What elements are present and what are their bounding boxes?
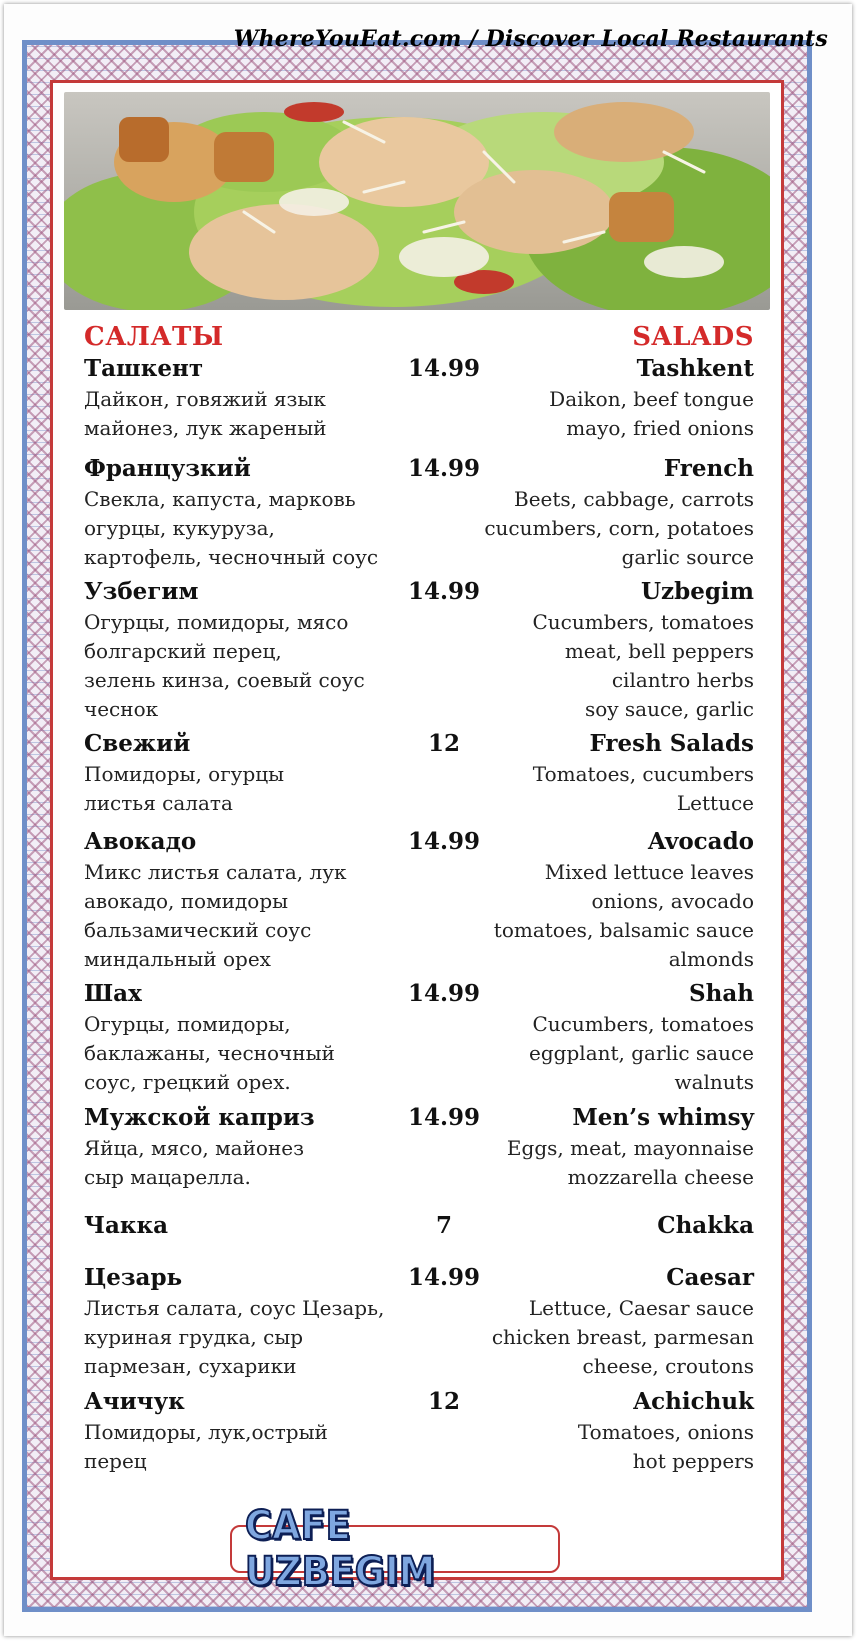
item-name-en: Tashkent (636, 355, 754, 382)
item-price: 14.99 (407, 1264, 481, 1291)
cafe-logo (230, 1503, 560, 1595)
item-desc-ru: Микс листья салата, лук авокадо, помидоры бальзамический соус миндальный орех (84, 860, 347, 971)
item-name-en: Chakka (657, 1212, 754, 1239)
item-price: 12 (427, 730, 460, 757)
item-price: 14.99 (407, 828, 481, 855)
item-name-en: Caesar (666, 1264, 754, 1291)
item-desc-en: Beets, cabbage, carrots cucumbers, corn, potatoes garlic source (484, 487, 754, 569)
item-name-en: Avocado (648, 828, 754, 855)
item-desc-en: Eggs, meat, mayonnaise mozzarella cheese (506, 1136, 754, 1189)
item-desc-ru: Листья салата, соус Цезарь, куриная грудка, сыр пармезан, сухарики (84, 1296, 385, 1378)
item-desc-ru: Дайкон, говяжий язык майонез, лук жареный (84, 387, 327, 440)
item-name-en: Shah (689, 980, 754, 1007)
item-name-ru: Узбегим (84, 578, 199, 605)
item-name-en: Men’s whimsy (572, 1104, 754, 1131)
item-name-en: French (663, 455, 754, 482)
item-name-ru: Французкий (84, 455, 251, 482)
item-name-ru: Ачичук (84, 1388, 185, 1415)
item-name-ru: Свежий (84, 730, 191, 757)
item-desc-en: Tomatoes, cucumbers Lettuce (532, 762, 754, 815)
item-desc-ru: Свекла, капуста, марковь огурцы, кукуруза, картофель, чесночный соус (84, 487, 379, 569)
item-desc-ru: Помидоры, лук,острый перец (84, 1420, 328, 1473)
item-desc-en: Daikon, beef tongue mayo, fried onions (549, 387, 754, 440)
item-desc-en: Cucumbers, tomatoes eggplant, garlic sauce walnuts (529, 1012, 754, 1094)
item-price: 7 (435, 1212, 452, 1239)
item-name-ru: Шах (84, 980, 142, 1007)
salad-image (64, 92, 770, 310)
item-name-en: Fresh Salads (589, 730, 754, 757)
item-desc-en: Cucumbers, tomatoes meat, bell peppers cilantro herbs soy sauce, garlic (532, 610, 754, 721)
item-name-ru: Авокадо (84, 828, 197, 855)
item-name-ru: Чакка (84, 1212, 169, 1239)
item-desc-ru: Помидоры, огурцы листья салата (84, 762, 285, 815)
item-desc-ru: Яйца, мясо, майонез сыр мацарелла. (84, 1136, 305, 1189)
item-desc-en: Lettuce, Caesar sauce chicken breast, parmesan cheese, croutons (491, 1296, 754, 1378)
item-price: 14.99 (407, 578, 481, 605)
item-desc-ru: Огурцы, помидоры, баклажаны, чесночный соус, грецкий орех. (84, 1012, 335, 1094)
item-desc-en: Mixed lettuce leaves onions, avocado tomatoes, balsamic sauce almonds (493, 860, 754, 971)
item-price: 14.99 (407, 1104, 481, 1131)
item-name-ru: Ташкент (84, 355, 204, 382)
heading-salads-ru: САЛАТЫ (84, 322, 224, 352)
cafe-logo-text: CAFE UZBEGIM (245, 1503, 436, 1595)
item-price: 12 (427, 1388, 460, 1415)
item-price: 14.99 (407, 355, 481, 382)
watermark-text: WhereYouEat.com / Discover Local Restaurants (233, 26, 828, 52)
item-name-en: Achichuk (633, 1388, 754, 1415)
heading-salads-en: SALADS (632, 322, 754, 352)
item-desc-en: Tomatoes, onions hot peppers (577, 1420, 754, 1473)
item-name-ru: Мужской каприз (84, 1104, 315, 1131)
item-desc-ru: Огурцы, помидоры, мясо болгарский перец, зелень кинза, соевый соус чеснок (84, 610, 365, 721)
item-price: 14.99 (407, 980, 481, 1007)
item-name-ru: Цезарь (84, 1264, 183, 1291)
item-name-en: Uzbegim (641, 578, 754, 605)
salad-photo (64, 92, 770, 310)
item-price: 14.99 (407, 455, 481, 482)
